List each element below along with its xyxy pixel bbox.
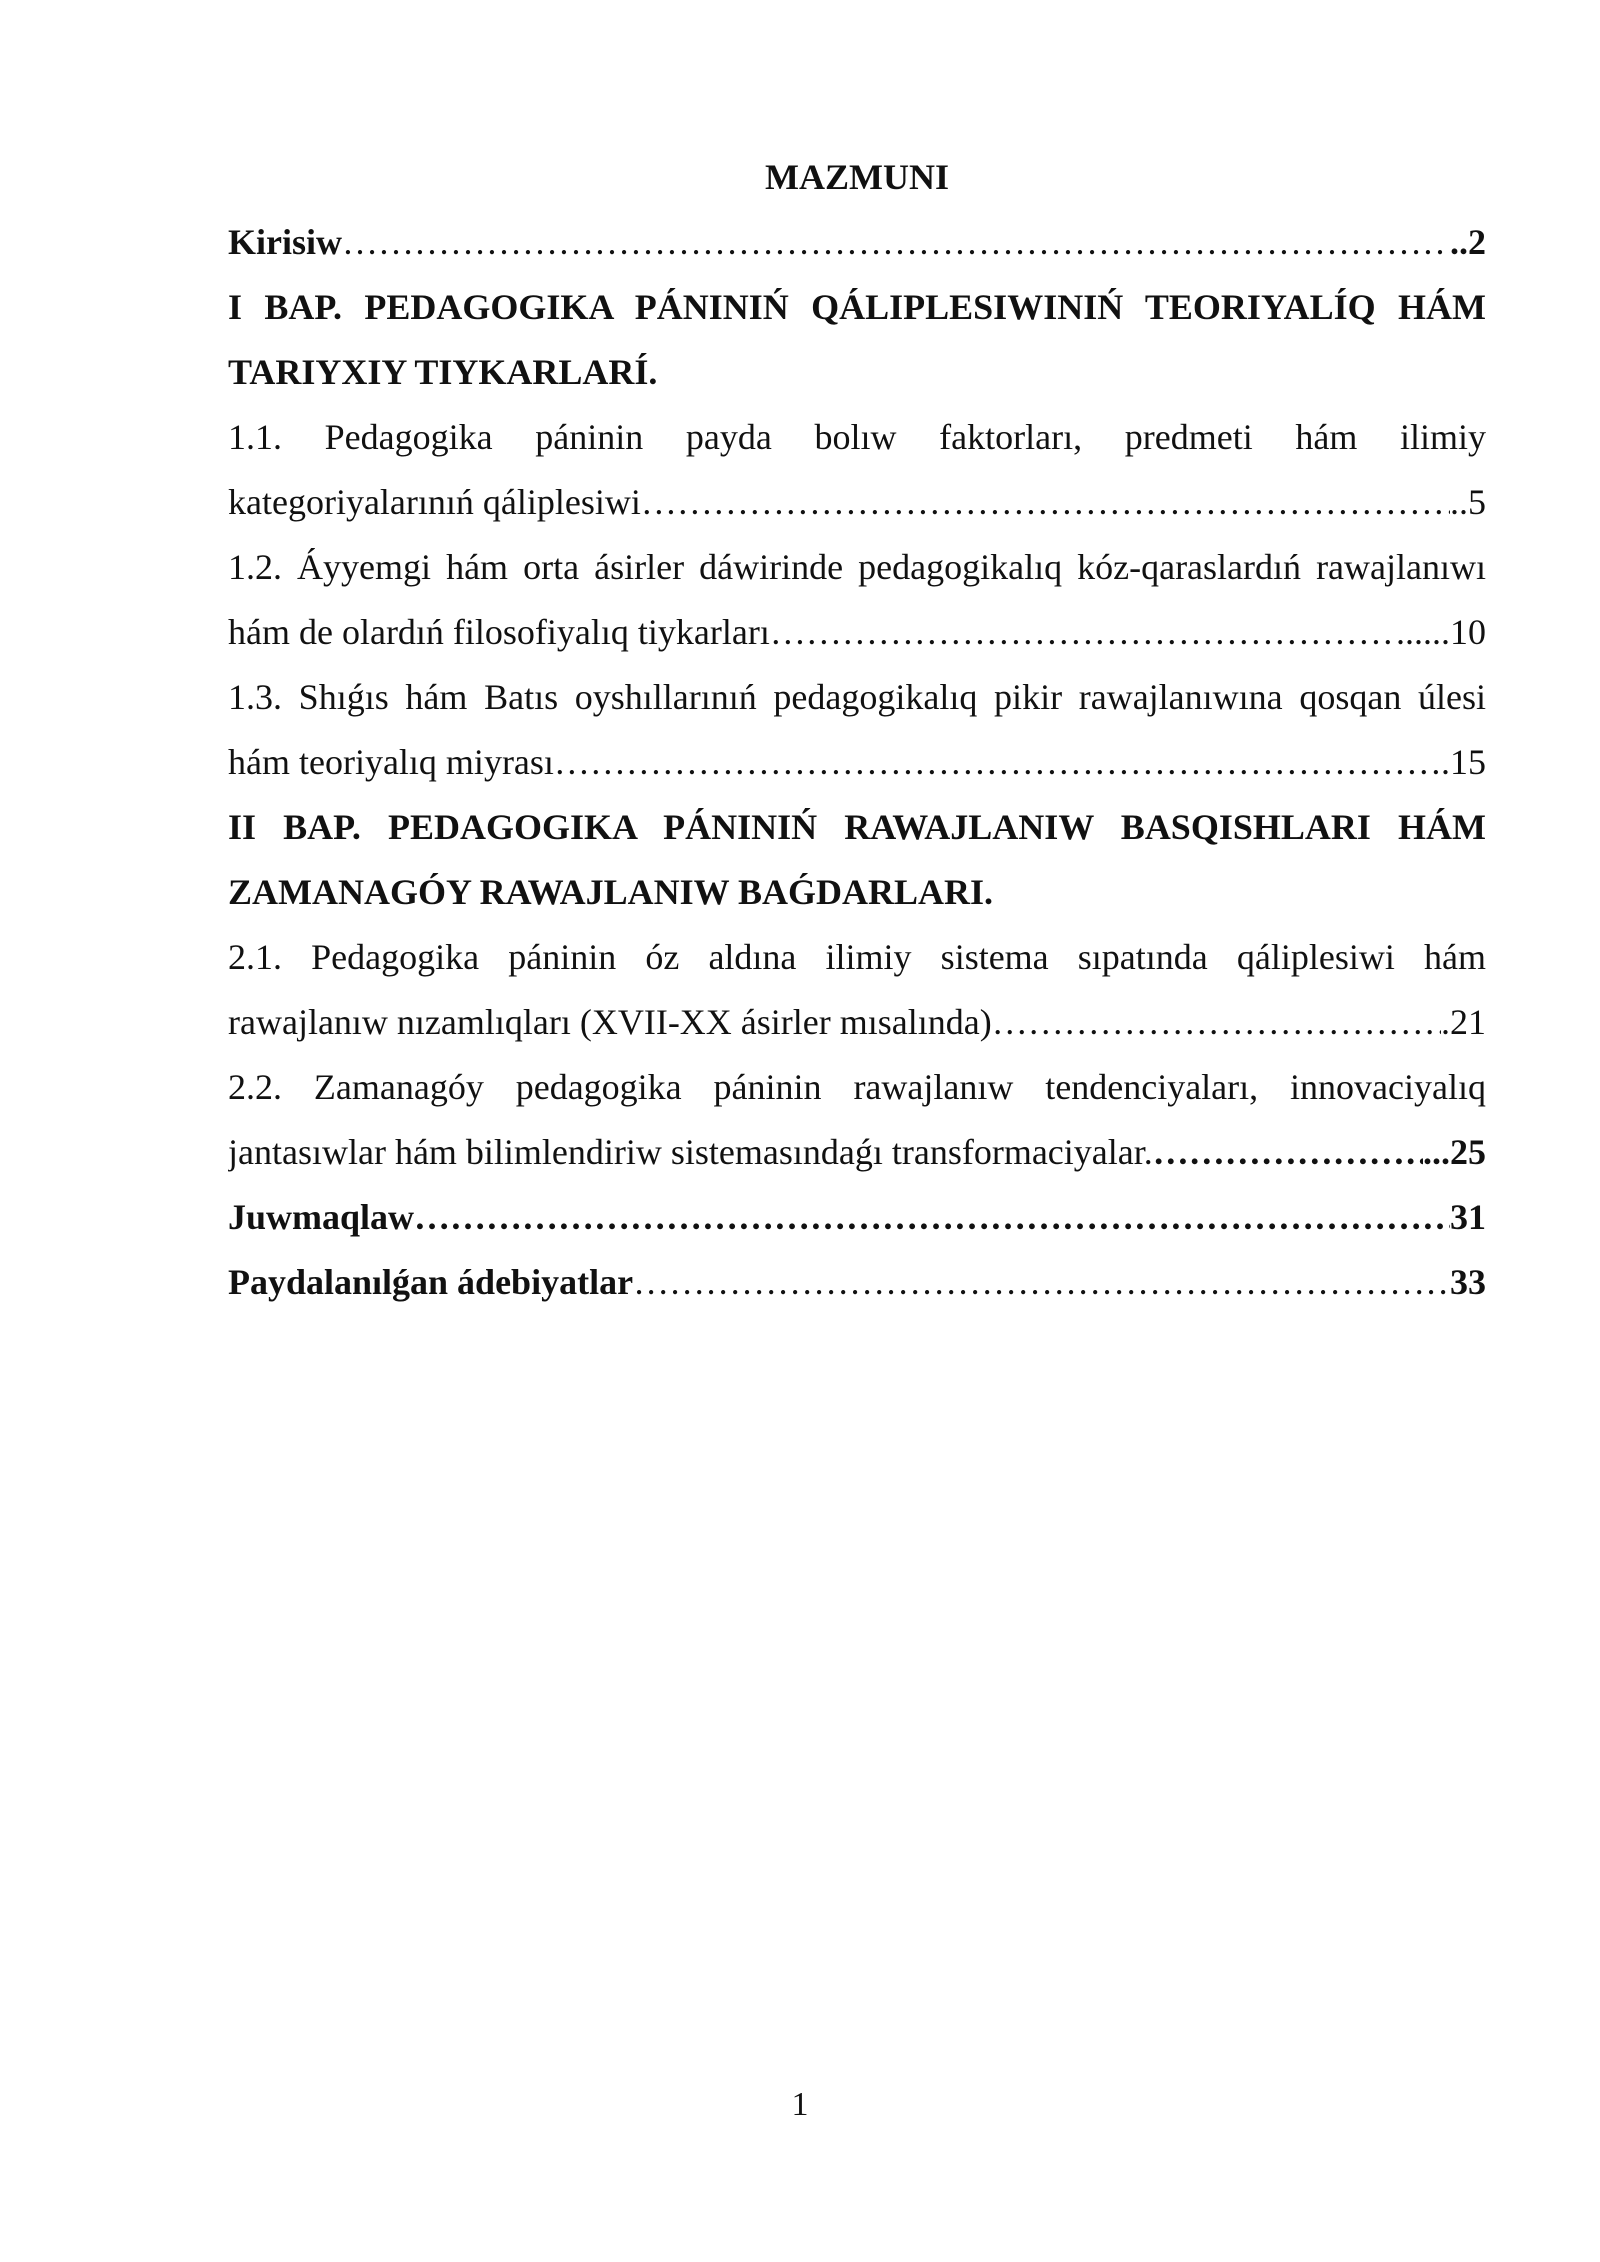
table-of-contents xyxy=(228,145,1486,1315)
toc-entry-label: hám de olardıń filosofiyalıq tiykarları xyxy=(228,612,770,652)
toc-entry-1-1-line-1: 1.1. Pedagogika páninin payda bolıw faktorları, predmeti hám ilimiy xyxy=(228,417,1486,457)
chapter-1-heading-line-1: I BAP. PEDAGOGIKA PÁNINIŃ QÁLIPLESIWINIŃ TEORIYALÍQ HÁM xyxy=(228,287,1486,327)
toc-entry-label: Kirisiw xyxy=(228,222,342,262)
toc-entry-1-1-line-2 xyxy=(228,470,1486,535)
chapter-2-heading-line-2: ZAMANAGÓY RAWAJLANIW BAǴDARLARI. xyxy=(228,872,994,912)
toc-page-number: ......10 xyxy=(1396,612,1486,652)
toc-page-number: ..5 xyxy=(1450,482,1486,522)
dot-leader xyxy=(414,1185,1450,1250)
page-number: 1 xyxy=(791,2086,809,2123)
toc-entry-2-2-line-2 xyxy=(228,1120,1486,1185)
dot-leader xyxy=(770,600,1396,665)
toc-page-number: .21 xyxy=(1441,1002,1486,1042)
chapter-1-heading-line-2: TARIYXIY TIYKARLARÍ. xyxy=(228,352,658,392)
toc-entry-1-2-line-1: 1.2. Áyyemgi hám orta ásirler dáwirinde pedagogikalıq kóz-qaraslardıń rawajlanıwı xyxy=(228,547,1486,587)
toc-entry-1-3-line-1: 1.3. Shıǵıs hám Batıs oyshıllarınıń pedagogikalıq pikir rawajlanıwına qosqan úlesi xyxy=(228,677,1486,717)
chapter-2-heading-line-1: II BAP. PEDAGOGIKA PÁNINIŃ RAWAJLANIW BASQISHLARI HÁM xyxy=(228,807,1486,847)
dot-leader xyxy=(342,210,1450,275)
dot-leader xyxy=(641,470,1450,535)
toc-entry-label: rawajlanıw nızamlıqları (XVII-XX ásirler mısalında) xyxy=(228,1002,992,1042)
dot-leader xyxy=(992,990,1441,1055)
toc-page-number: ..2 xyxy=(1450,222,1486,262)
toc-page-number: 31 xyxy=(1450,1197,1486,1237)
dot-leader xyxy=(554,730,1441,795)
toc-entry-label: jantasıwlar hám bilimlendiriw sistemasındaǵı transformaciyalar. xyxy=(228,1132,1153,1172)
toc-entry-2-1-line-2 xyxy=(228,990,1486,1055)
page-title: MAZMUNI xyxy=(765,157,949,197)
dot-leader xyxy=(633,1250,1450,1315)
toc-entry-label: Paydalanılǵan ádebiyatlar xyxy=(228,1262,634,1302)
toc-page-number: .15 xyxy=(1441,742,1486,782)
toc-entry-label: hám teoriyalıq miyrası xyxy=(228,742,554,782)
toc-entry-2-2-line-1: 2.2. Zamanagóy pedagogika páninin rawajlanıw tendenciyaları, innovaciyalıq xyxy=(228,1067,1486,1107)
toc-page-number: ...25 xyxy=(1423,1132,1486,1172)
toc-entry-kirisiw xyxy=(228,210,1486,275)
toc-page-number: 33 xyxy=(1450,1262,1486,1302)
toc-entry-1-2-line-2 xyxy=(228,600,1486,665)
toc-entry-label: kategoriyalarınıń qáliplesiwi xyxy=(228,482,641,522)
toc-entry-1-3-line-2 xyxy=(228,730,1486,795)
toc-entry-label: Juwmaqlaw xyxy=(228,1197,415,1237)
toc-entry-paydalanilgan-adebiyatlar xyxy=(228,1250,1486,1315)
toc-entry-juwmaqlaw xyxy=(228,1185,1486,1250)
toc-entry-2-1-line-1: 2.1. Pedagogika páninin óz aldına ilimiy sistema sıpatında qáliplesiwi hám xyxy=(228,937,1486,977)
dot-leader xyxy=(1153,1120,1423,1185)
